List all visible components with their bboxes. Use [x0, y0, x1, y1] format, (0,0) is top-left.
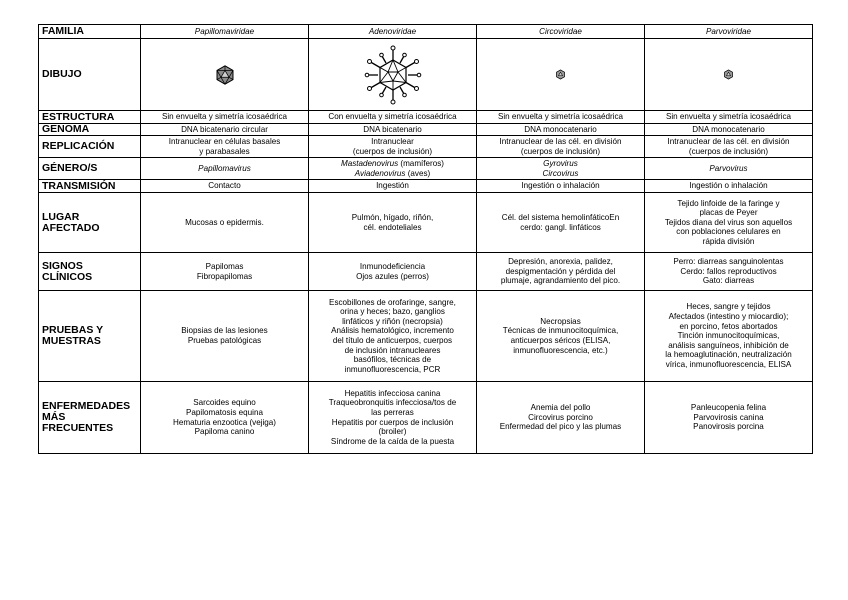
transmission-cell — [477, 180, 645, 193]
cell-line: Intranuclear de las cél. en división — [667, 136, 790, 146]
diseases-cell — [645, 382, 813, 454]
structure-cell — [309, 111, 477, 124]
row-genoma — [39, 124, 813, 136]
tests-cell — [477, 291, 645, 382]
row-pruebas — [39, 291, 813, 382]
cell-line: Fibropapilomas — [196, 271, 253, 281]
cell-line: Papillomavirus — [198, 163, 251, 173]
cell-line: Mucosas o epidermis. — [185, 217, 264, 227]
cell-line: Aviadenovirus (aves) — [354, 168, 431, 178]
cell-line: Heces, sangre y tejidos — [686, 302, 771, 312]
tests-cell — [141, 291, 309, 382]
cell-line: Papillomaviridae — [194, 26, 255, 36]
cell-line: (broiler) — [378, 427, 407, 437]
cell-line: Contacto — [208, 181, 241, 191]
genus-cell — [645, 158, 813, 180]
signs-cell — [645, 253, 813, 291]
cell-line: Afectados (intestino y miocardio); — [668, 312, 789, 322]
family-cell — [477, 25, 645, 39]
row-label-genoma: GENOMA — [39, 124, 141, 136]
cell-line: del título de anticuerpos, cuerpos — [332, 336, 453, 345]
signs-cell — [309, 253, 477, 291]
transmission-cell — [141, 180, 309, 193]
cell-line: Panleucopenia felina — [690, 403, 767, 413]
tests-cell — [645, 291, 813, 382]
cell-line: y parabasales — [199, 146, 250, 156]
cell-line: Intranuclear de las cél. en división — [499, 136, 622, 146]
drawing-cell — [141, 39, 309, 111]
family-cell — [141, 25, 309, 39]
cell-line: las perreras — [371, 407, 414, 417]
genus-cell — [141, 158, 309, 180]
cell-line: Adenoviridae — [368, 26, 417, 36]
row-label-transmision: TRANSMISIÓN — [39, 180, 141, 193]
cell-line: linfáticos y riñón (necropsia) — [342, 316, 443, 326]
cell-line: DNA bicatenario — [363, 124, 422, 134]
cell-line: Circovirus porcino — [528, 412, 593, 422]
cell-line: basófilos, técnicas de — [353, 355, 432, 365]
signs-cell — [477, 253, 645, 291]
cell-line: Traqueobronquitis infecciosa/tos de — [328, 398, 457, 408]
genus-cell — [309, 158, 477, 180]
cell-line: Cél. del sistema hemolinfáticoEn — [501, 212, 620, 222]
signs-cell — [141, 253, 309, 291]
drawing-cell — [309, 39, 477, 111]
tests-cell — [309, 291, 477, 382]
replication-cell — [309, 136, 477, 158]
row-label-estructura: ESTRUCTURA — [39, 111, 141, 124]
row-estructura — [39, 111, 813, 124]
cell-line: vírica, inmunofluorescencia, ELISA — [665, 359, 792, 369]
replication-cell — [645, 136, 813, 158]
cell-line: Circovirus — [542, 168, 579, 178]
cell-line: Cerdo: fallos reproductivos — [680, 266, 777, 276]
family-cell — [645, 25, 813, 39]
cell-line: Tejido linfoide de la faringe y — [677, 198, 780, 208]
diseases-cell — [477, 382, 645, 454]
cell-line: Parvovirosis canina — [693, 412, 764, 422]
cell-line: Perro: diarreas sanguinolentas — [673, 257, 784, 267]
cell-line: (cuerpos de inclusión) — [688, 146, 769, 156]
cell-line: Pruebas patológicas — [187, 336, 262, 345]
row-label-familia: FAMILIA — [39, 25, 141, 39]
virus-families-table — [38, 24, 813, 454]
structure-cell — [141, 111, 309, 124]
genome-cell — [309, 124, 477, 136]
cell-line: (cuerpos de inclusión) — [352, 146, 433, 156]
cell-line: de inclusión intranucleares — [344, 345, 441, 355]
cell-line: cél. endoteliales — [363, 222, 422, 232]
cell-line: Mastadenovirus (mamíferos) — [340, 158, 444, 168]
structure-cell — [477, 111, 645, 124]
drawing-cell — [477, 39, 645, 111]
cell-line: Sin envuelta y simetría icosaédrica — [665, 112, 792, 122]
cell-line: Ingestión o inhalación — [689, 181, 768, 191]
row-genero — [39, 158, 813, 180]
structure-cell — [645, 111, 813, 124]
row-signos — [39, 253, 813, 291]
cell-line: Sin envuelta y simetría icosaédrica — [497, 112, 624, 122]
cell-line: Anemia del pollo — [530, 403, 591, 413]
cell-line: Panovirosis porcina — [693, 422, 764, 432]
row-enfermedades — [39, 382, 813, 454]
genome-cell — [477, 124, 645, 136]
genus-cell — [477, 158, 645, 180]
tiny-icosahedral-virion-icon — [723, 69, 734, 80]
cell-line: Pulmón, hígado, riñón, — [351, 212, 434, 222]
cell-line: Parvovirus — [709, 163, 748, 173]
tiny-icosahedral-virion-icon — [555, 69, 566, 80]
cell-line: Hematuria enzootica (vejiga) — [172, 417, 277, 427]
cell-line: Técnicas de inmunocitoquímica, — [502, 326, 619, 336]
cell-line: con poblaciones celulares en — [676, 227, 781, 237]
cell-line: plumaje, agrandamiento del pico. — [500, 276, 621, 286]
replication-cell — [477, 136, 645, 158]
row-familia — [39, 25, 813, 39]
cell-line: inmunofluorescencia, PCR — [344, 364, 441, 374]
small-icosahedral-virion-icon — [214, 64, 236, 86]
cell-line: Sarcoides equino — [193, 398, 256, 408]
cell-line: Análisis hematológico, incremento — [331, 326, 454, 336]
row-dibujo — [39, 39, 813, 111]
cell-line: Circoviridae — [539, 26, 582, 36]
transmission-cell — [645, 180, 813, 193]
row-label-lugar: LUGAR AFECTADO — [39, 193, 141, 253]
cell-line: Biopsias de las lesiones — [181, 326, 268, 336]
row-label-signos: SIGNOS CLÍNICOS — [39, 253, 141, 291]
drawing-cell — [645, 39, 813, 111]
row-transmision — [39, 180, 813, 193]
cell-line: Gyrovirus — [543, 158, 578, 168]
row-label-genero: GÉNERO/S — [39, 158, 141, 180]
diseases-cell — [309, 382, 477, 454]
row-label-enfermedades: ENFERMEDADES MÁS FRECUENTES — [39, 382, 141, 454]
spiked-icosahedral-virion-icon — [363, 45, 423, 105]
row-lugar — [39, 193, 813, 253]
cell-line: anticuerpos séricos (ELISA, — [510, 336, 611, 345]
cell-line: Intranuclear — [371, 136, 414, 146]
cell-line: Hepatitis por cuerpos de inclusión — [331, 417, 454, 427]
genome-cell — [141, 124, 309, 136]
genome-cell — [645, 124, 813, 136]
cell-line: Ojos azules (perros) — [356, 271, 429, 281]
cell-line: despigmentación y pérdida del — [505, 266, 616, 276]
transmission-cell — [309, 180, 477, 193]
cell-line: Enfermedad del pico y las plumas — [499, 422, 622, 432]
site-cell — [645, 193, 813, 253]
diseases-cell — [141, 382, 309, 454]
row-label-replicacion: REPLICACIÓN — [39, 136, 141, 158]
row-replicacion — [39, 136, 813, 158]
cell-line: rápida división — [702, 236, 755, 246]
cell-line: Ingestión — [376, 181, 409, 191]
cell-line: cerdo: gangl. linfáticos — [520, 222, 601, 232]
cell-line: Ingestión o inhalación — [521, 181, 600, 191]
cell-line: en porcino, fetos abortados — [679, 321, 778, 331]
cell-line: Con envuelta y simetría icosaédrica — [328, 112, 457, 122]
cell-line: (cuerpos de inclusión) — [520, 146, 601, 156]
cell-line: Necropsias — [540, 316, 581, 326]
cell-line: Escobillones de orofaringe, sangre, — [329, 297, 456, 307]
family-cell — [309, 25, 477, 39]
site-cell — [141, 193, 309, 253]
cell-line: DNA bicatenario circular — [181, 124, 268, 134]
cell-line: Síndrome de la caída de la puesta — [330, 436, 455, 446]
row-label-pruebas: PRUEBAS Y MUESTRAS — [39, 291, 141, 382]
cell-line: inmunofluorescencia, etc.) — [513, 345, 608, 355]
cell-line: Papilomas — [205, 261, 244, 271]
cell-line: Papiloma canino — [194, 427, 255, 437]
cell-line: Tinción inmunocitoquímicas, — [677, 331, 780, 341]
cell-line: Sin envuelta y simetría icosaédrica — [161, 112, 288, 122]
cell-line: DNA monocatenario — [692, 124, 765, 134]
cell-line: análisis sanguíneos, inhibición de — [668, 340, 789, 350]
cell-line: Depresión, anorexia, palidez, — [508, 257, 613, 267]
replication-cell — [141, 136, 309, 158]
cell-line: la hemoaglutinación, neutralización — [665, 350, 792, 360]
cell-line: Parvoviridae — [706, 26, 751, 36]
cell-line: Inmunodeficiencia — [359, 261, 426, 271]
site-cell — [309, 193, 477, 253]
cell-line: Tejidos diana del virus son aquellos — [664, 217, 793, 227]
cell-line: Hepatitis infecciosa canina — [344, 388, 441, 398]
cell-line: Papilomatosis equina — [186, 407, 263, 417]
cell-line: DNA monocatenario — [524, 124, 597, 134]
row-label-dibujo: DIBUJO — [39, 39, 141, 111]
cell-line: orina y heces; bazo, ganglios — [340, 307, 445, 317]
cell-line: Intranuclear en células basales — [168, 136, 281, 146]
cell-line: Gato: diarreas — [702, 276, 755, 286]
site-cell — [477, 193, 645, 253]
cell-line: placas de Peyer — [699, 208, 758, 218]
